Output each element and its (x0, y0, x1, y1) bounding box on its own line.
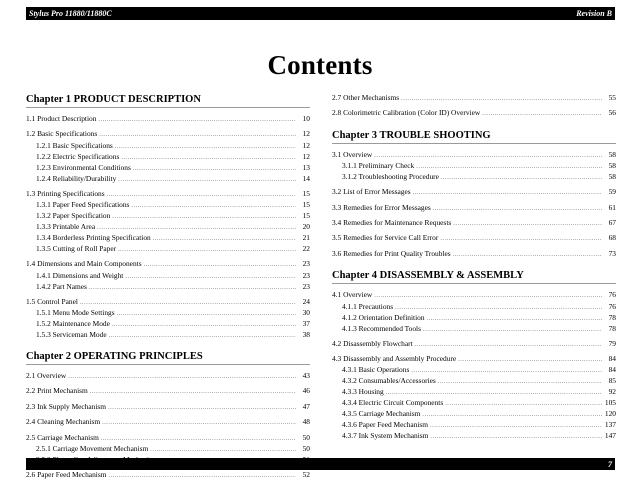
toc-entry-label: 1.3.5 Cutting of Roll Paper (36, 244, 117, 254)
dot-leader (153, 233, 296, 244)
toc-entry-label: 4.3.1 Basic Operations (342, 365, 410, 375)
toc-subentry[interactable] (332, 376, 616, 387)
toc-page-number: 105 (604, 398, 616, 408)
toc-entry[interactable] (332, 218, 616, 229)
toc-section-group (26, 417, 310, 428)
running-header (26, 7, 615, 20)
toc-page-number: 67 (608, 218, 616, 228)
toc-section-group (332, 93, 616, 104)
toc-section-group (332, 233, 616, 244)
toc-left-column (26, 94, 310, 491)
toc-subentry[interactable] (26, 271, 310, 282)
dot-leader (115, 141, 296, 152)
toc-subentry[interactable] (332, 398, 616, 409)
chapter-heading: Chapter 4 DISASSEMBLY & ASSEMBLY (332, 270, 616, 284)
toc-entry[interactable] (26, 114, 310, 125)
chapter-block (332, 93, 616, 120)
dot-leader (118, 174, 296, 185)
toc-page-number: 79 (608, 338, 616, 348)
toc-page-number: 22 (302, 244, 310, 254)
toc-entry[interactable] (332, 93, 616, 104)
toc-subentry[interactable] (26, 319, 310, 330)
dot-leader (117, 308, 296, 319)
dot-leader (89, 282, 296, 293)
toc-page-number: 68 (608, 233, 616, 243)
toc-subentry[interactable] (332, 302, 616, 313)
dot-leader (427, 313, 602, 324)
toc-page-number: 21 (302, 233, 310, 243)
toc-section-group (26, 386, 310, 397)
toc-entry-label: 3.3 Remedies for Error Messages (332, 202, 431, 212)
dot-leader (102, 417, 296, 428)
toc-page-number: 23 (302, 281, 310, 291)
toc-entry-label: 1.2.4 Reliability/Durability (36, 173, 117, 183)
toc-entry-label: 3.6 Remedies for Print Quality Troubles (332, 248, 451, 258)
toc-page-number: 76 (608, 301, 616, 311)
toc-page-number: 137 (604, 420, 616, 430)
toc-subentry[interactable] (332, 365, 616, 376)
toc-entry[interactable] (332, 233, 616, 244)
toc-page-number: 30 (302, 308, 310, 318)
toc-entry[interactable] (332, 290, 616, 301)
toc-subentry[interactable] (26, 152, 310, 163)
toc-entry-label: 1.4.2 Part Names (36, 281, 87, 291)
toc-entry-label: 3.1.1 Preliminary Check (342, 161, 415, 171)
toc-entry-label: 1.5.3 Serviceman Mode (36, 330, 107, 340)
toc-section-group (26, 189, 310, 255)
toc-entry[interactable] (332, 108, 616, 119)
toc-section-group (332, 203, 616, 214)
toc-entry-label: 1.2.2 Electric Specifications (36, 151, 120, 161)
toc-entry[interactable] (332, 187, 616, 198)
toc-page-number: 48 (302, 417, 310, 427)
toc-page-number: 10 (302, 114, 310, 123)
toc-page-number: 50 (302, 444, 310, 454)
toc-subentry[interactable] (332, 313, 616, 324)
chapter-heading: Chapter 1 PRODUCT DESCRIPTION (26, 94, 310, 108)
toc-entry-label: 2.1 Overview (26, 371, 67, 381)
toc-section-group (26, 371, 310, 382)
dot-leader (150, 444, 296, 455)
toc-page-number: 61 (608, 202, 616, 212)
dot-leader (374, 290, 602, 301)
toc-entry-label: 2.3 Ink Supply Mechanism (26, 401, 107, 411)
toc-subentry[interactable] (332, 387, 616, 398)
toc-section-group (332, 187, 616, 198)
toc-page-number: 15 (302, 188, 310, 198)
toc-entry-label: 4.3.6 Paper Feed Mechanism (342, 420, 428, 430)
dot-leader (411, 365, 602, 376)
dot-leader (121, 152, 296, 163)
dot-leader (144, 259, 296, 270)
toc-page-number: 85 (608, 376, 616, 386)
toc-entry[interactable] (26, 417, 310, 428)
dot-leader (107, 189, 296, 200)
toc-entry-label: 1.3 Printing Specifications (26, 188, 105, 198)
toc-page-number: 23 (302, 270, 310, 280)
toc-entry[interactable] (332, 354, 616, 365)
toc-entry-label: 3.4 Remedies for Maintenance Requests (332, 218, 452, 228)
toc-page-number: 52 (302, 470, 310, 480)
toc-section-group (26, 259, 310, 292)
page-title: Contents (267, 50, 373, 81)
dot-leader (458, 354, 602, 365)
toc-entry-label: 4.3.7 Ink System Mechanism (342, 431, 429, 441)
toc-entry[interactable] (332, 249, 616, 260)
toc-entry-label: 1.3.1 Paper Feed Specifications (36, 200, 130, 210)
toc-page-number: 20 (302, 222, 310, 232)
dot-leader (482, 108, 602, 119)
toc-page-number: 58 (608, 149, 616, 159)
dot-leader (108, 402, 296, 413)
dot-leader (430, 431, 602, 442)
toc-entry-label: 1.4 Dimensions and Main Components (26, 259, 142, 269)
toc-entry-label: 3.5 Remedies for Service Call Error (332, 233, 439, 243)
dot-leader (109, 330, 296, 341)
toc-subentry[interactable] (332, 324, 616, 335)
toc-section-group (332, 218, 616, 229)
dot-leader (413, 187, 602, 198)
toc-page-number: 147 (604, 431, 616, 441)
toc-entry[interactable] (26, 402, 310, 413)
toc-entry[interactable] (26, 259, 310, 270)
dot-leader (112, 211, 296, 222)
chapter-block (332, 130, 616, 260)
chapter-block (26, 94, 310, 341)
dot-leader (101, 433, 296, 444)
dot-leader (99, 129, 296, 140)
toc-page-number: 58 (608, 172, 616, 182)
toc-page-number: 24 (302, 296, 310, 306)
toc-entry-label: 1.1 Product Description (26, 114, 97, 123)
chapter-heading: Chapter 3 TROUBLE SHOOTING (332, 130, 616, 144)
dot-leader (112, 319, 296, 330)
dot-leader (131, 200, 296, 211)
dot-leader (422, 409, 602, 420)
dot-leader (415, 339, 602, 350)
page-number: 7 (608, 459, 612, 469)
toc-page-number: 46 (302, 386, 310, 396)
dot-leader (80, 297, 296, 308)
toc-page-number: 84 (608, 354, 616, 364)
toc-page-number: 12 (302, 129, 310, 139)
toc-section-group (332, 150, 616, 183)
toc-page-number: 78 (608, 323, 616, 333)
toc-page-number: 13 (302, 162, 310, 172)
toc-page-number: 55 (608, 93, 616, 102)
toc-section-group (26, 297, 310, 341)
dot-leader (90, 386, 296, 397)
toc-page-number: 58 (608, 161, 616, 171)
toc-entry-label: 2.4 Cleaning Mechanism (26, 417, 101, 427)
toc-subentry[interactable] (26, 222, 310, 233)
toc-entry-label: 1.3.4 Borderless Printing Specification (36, 233, 151, 243)
toc-entry-label: 4.2 Disassembly Flowchart (332, 338, 413, 348)
toc-subentry[interactable] (26, 244, 310, 255)
toc-section-group (332, 108, 616, 119)
toc-page-number: 120 (604, 409, 616, 419)
dot-leader (440, 233, 602, 244)
toc-entry[interactable] (26, 386, 310, 397)
toc-section-group (332, 354, 616, 442)
toc-page-number: 59 (608, 187, 616, 197)
dot-leader (453, 249, 602, 260)
toc-subentry[interactable] (332, 172, 616, 183)
running-footer (26, 458, 615, 470)
toc-entry-label: 2.7 Other Mechanisms (332, 93, 400, 102)
dot-leader (438, 376, 602, 387)
toc-entry-label: 2.8 Colorimetric Calibration (Color ID) Overview (332, 108, 481, 118)
chapter-block (332, 270, 616, 442)
toc-page-number: 12 (302, 151, 310, 161)
toc-entry[interactable] (26, 129, 310, 140)
toc-subentry[interactable] (26, 141, 310, 152)
toc-entry-label: 4.3.3 Housing (342, 387, 384, 397)
toc-page-number: 43 (302, 371, 310, 381)
toc-entry[interactable] (26, 371, 310, 382)
dot-leader (118, 244, 296, 255)
toc-entry-label: 1.5.2 Maintenance Mode (36, 319, 110, 329)
toc-subentry[interactable] (26, 282, 310, 293)
toc-page-number: 56 (608, 108, 616, 118)
toc-page-number: 37 (302, 319, 310, 329)
toc-subentry[interactable] (26, 308, 310, 319)
toc-section-group (332, 249, 616, 260)
toc-subentry[interactable] (26, 233, 310, 244)
toc-entry[interactable] (26, 297, 310, 308)
toc-entry-label: 3.1 Overview (332, 149, 373, 159)
toc-subentry[interactable] (26, 174, 310, 185)
toc-section-group (332, 290, 616, 334)
dot-leader (68, 371, 296, 382)
toc-page-number: 38 (302, 330, 310, 340)
toc-entry-label: 3.1.2 Troubleshooting Procedure (342, 172, 439, 182)
dot-leader (125, 271, 296, 282)
toc-subentry[interactable] (332, 161, 616, 172)
toc-subentry[interactable] (332, 420, 616, 431)
toc-page-number: 15 (302, 211, 310, 221)
toc-entry[interactable] (26, 433, 310, 444)
toc-entry-label: 3.2 List of Error Messages (332, 187, 411, 197)
toc-page-number: 23 (302, 259, 310, 269)
dot-leader (386, 387, 602, 398)
toc-section-group (26, 114, 310, 125)
toc-page-number: 15 (302, 200, 310, 210)
toc-page-number: 92 (608, 387, 616, 397)
toc-entry-label: 1.5 Control Panel (26, 296, 78, 306)
toc-entry[interactable] (26, 189, 310, 200)
toc-entry-label: 4.3.5 Carriage Mechanism (342, 409, 421, 419)
toc-entry[interactable] (332, 150, 616, 161)
dot-leader (433, 203, 602, 214)
toc-section-group (26, 129, 310, 184)
toc-page-number: 84 (608, 365, 616, 375)
dot-leader (453, 218, 602, 229)
toc-entry-label: 4.3.2 Consumables/Accessories (342, 376, 436, 386)
toc-entry-label: 1.2 Basic Specifications (26, 129, 98, 139)
toc-entry-label: 1.3.2 Paper Specification (36, 211, 111, 221)
toc-subentry[interactable] (26, 200, 310, 211)
toc-entry-label: 1.2.1 Basic Specifications (36, 140, 113, 150)
toc-subentry[interactable] (26, 163, 310, 174)
toc-entry-label: 4.3 Disassembly and Assembly Procedure (332, 354, 457, 364)
dot-leader (133, 163, 296, 174)
toc-subentry[interactable] (332, 409, 616, 420)
dot-leader (445, 398, 602, 409)
toc-entry[interactable] (332, 203, 616, 214)
toc-entry-label: 4.1.2 Orientation Definition (342, 312, 425, 322)
toc-entry-label: 1.3.3 Printable Area (36, 222, 96, 232)
toc-entry-label: 4.3.4 Electric Circuit Components (342, 398, 444, 408)
toc-subentry[interactable] (26, 330, 310, 341)
toc-entry-label: 2.2 Print Mechanism (26, 386, 88, 396)
dot-leader (401, 93, 602, 104)
toc-entry-label: 4.1 Overview (332, 290, 373, 300)
toc-subentry[interactable] (332, 431, 616, 442)
toc-entry-label: 2.5.1 Carriage Movement Mechanism (36, 444, 149, 454)
dot-leader (395, 302, 602, 313)
dot-leader (97, 222, 296, 233)
toc-entry-label: 4.1.3 Recommended Tools (342, 323, 421, 333)
toc-entry-label: 1.4.1 Dimensions and Weight (36, 270, 124, 280)
toc-entry-label: 1.5.1 Menu Mode Settings (36, 308, 115, 318)
dot-leader (441, 172, 602, 183)
toc-section-group (26, 402, 310, 413)
dot-leader (98, 114, 296, 125)
toc-entry-label: 1.2.3 Environmental Conditions (36, 162, 131, 172)
toc-entry[interactable] (332, 339, 616, 350)
toc-page-number: 78 (608, 312, 616, 322)
dot-leader (423, 324, 602, 335)
toc-entry-label: 2.5 Carriage Mechanism (26, 432, 99, 442)
toc-page-number: 50 (302, 432, 310, 442)
toc-right-column (332, 93, 616, 452)
toc-entry-label: 4.1.1 Precautions (342, 301, 394, 311)
revision-label: Revision B (576, 9, 612, 18)
toc-page-number: 14 (302, 173, 310, 183)
toc-page-number: 12 (302, 140, 310, 150)
toc-entry-label: 2.6 Paper Feed Mechanism (26, 470, 107, 480)
document-model-title: Stylus Pro 11880/11880C (29, 9, 112, 18)
dot-leader (430, 420, 602, 431)
toc-page-number: 47 (302, 401, 310, 411)
toc-subentry[interactable] (26, 211, 310, 222)
toc-subentry[interactable] (26, 444, 310, 455)
toc-page-number: 76 (608, 290, 616, 300)
dot-leader (374, 150, 602, 161)
dot-leader (416, 161, 602, 172)
chapter-heading: Chapter 2 OPERATING PRINCIPLES (26, 351, 310, 365)
toc-page-number: 73 (608, 248, 616, 258)
toc-section-group (332, 339, 616, 350)
